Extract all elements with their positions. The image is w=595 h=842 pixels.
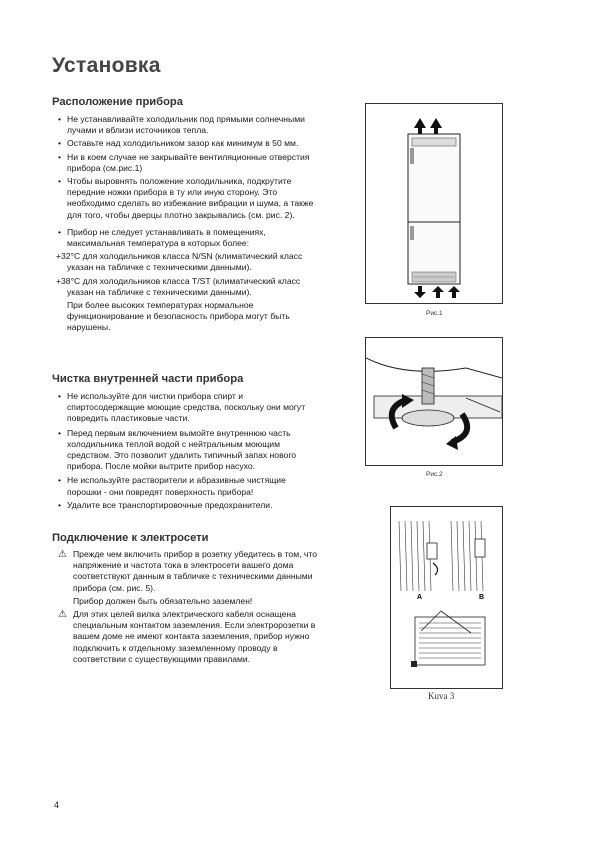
warning-icon: ⚠ [58, 549, 67, 560]
cleaning-list [58, 391, 320, 513]
list-item: • Не используйте для чистки прибора спирт и спиртосодержащие моющие средства, поскольку они могут повредить пластиковые части. [58, 391, 306, 424]
list-item: • Оставьте над холодильником зазор как минимум в 50 мм. [58, 138, 299, 149]
fridge-ventilation-illustration [366, 104, 502, 303]
list-item: • Чтобы выровнять положение холодильника, подкрутите передние ножки прибора в ту или иную сторону. Это необходимо сделать во избежание вибрации и шума, а также для того, чтобы дверцы плотно закрывались (см. рис. 2). [58, 176, 314, 220]
placement-list [58, 114, 320, 336]
bullet-icon: • [58, 499, 62, 510]
figure-2-caption: Рис.2 [426, 471, 443, 478]
electrical-list [58, 549, 318, 667]
temperature-class-nsn: +32°C для холодильников класса N/SN (климатический класс указан на табличке с техническими данными). [56, 251, 303, 273]
bullet-icon: • [58, 391, 62, 401]
list-item: • Не устанавливайте холодильник под прямыми солнечными лучами и вблизи источников тепла. [58, 114, 305, 136]
grounding-note: Прибор должен быть обязательно заземлен! [73, 595, 253, 606]
bullet-icon: • [58, 151, 62, 162]
figure-2-foot-adjustment [365, 337, 503, 466]
page-title: Установка [52, 54, 161, 77]
figure-3-caption: Kuva 3 [428, 691, 455, 701]
bullet-icon: • [58, 138, 62, 149]
bullet-icon: • [58, 226, 62, 237]
temperature-note: При более высоких температурах нормальное функционирование и безопасность прибора могут быть нарушены. [67, 300, 290, 333]
figure-1-fridge-ventilation [365, 103, 503, 304]
bullet-icon: • [58, 114, 62, 124]
section-heading-electrical: Подключение к электросети [52, 532, 209, 544]
section-heading-placement: Расположение прибора [52, 96, 183, 108]
list-item: • Прибор не следует устанавливать в помещениях, максимальная температура в которых более: [58, 226, 266, 249]
figure-1-caption: Рис.1 [426, 310, 443, 317]
temperature-class-tst: +38°C для холодильников класса T/ST (климатический класс указан на табличке с техническими данными). [56, 275, 301, 297]
foot-adjustment-illustration [366, 338, 502, 465]
list-item: • Удалите все транспортировочные предохранители. [58, 499, 273, 510]
bullet-icon: • [58, 427, 62, 438]
warning-item: ⚠ Для этих целей вилка электрического кабеля оснащена специальным контактом заземления. Если электророзетки в вашем доме не имеют контакта заземления, прибор нужно подключить к отдельному заземленному проводу в соответствии с существующими правилами. [58, 609, 316, 664]
figure-3-label-a: A [417, 594, 423, 601]
list-item: • Перед первым включением вымойте внутреннюю часть холодильника теплой водой с нейтральным моющим средством. Это позволит удалить типичный запах нового прибора. После мойки вытрите прибор насухо. [58, 427, 297, 472]
bullet-icon: • [58, 475, 62, 486]
figure-3-label-b: B [479, 594, 485, 601]
list-item: • Не используйте растворители и абразивные чистящие порошки - они повредят поверхность прибора! [58, 475, 286, 497]
page-number: 4 [54, 800, 60, 810]
warning-item: ⚠ Прежде чем включить прибор в розетку убедитесь в том, что напряжение и частота тока в электросети вашего дома соответствуют данным в табличке с техническими данными прибора (см. рис. 5). [58, 549, 317, 593]
figure-3-condenser [390, 506, 503, 689]
bullet-icon: • [58, 176, 62, 187]
list-item: • Ни в коем случае не закрывайте вентиляционные отверстия прибора (см.рис.1) [58, 151, 310, 173]
warning-icon: ⚠ [58, 609, 67, 621]
condenser-illustration [391, 507, 502, 688]
section-heading-cleaning: Чистка внутренней части прибора [52, 373, 244, 385]
